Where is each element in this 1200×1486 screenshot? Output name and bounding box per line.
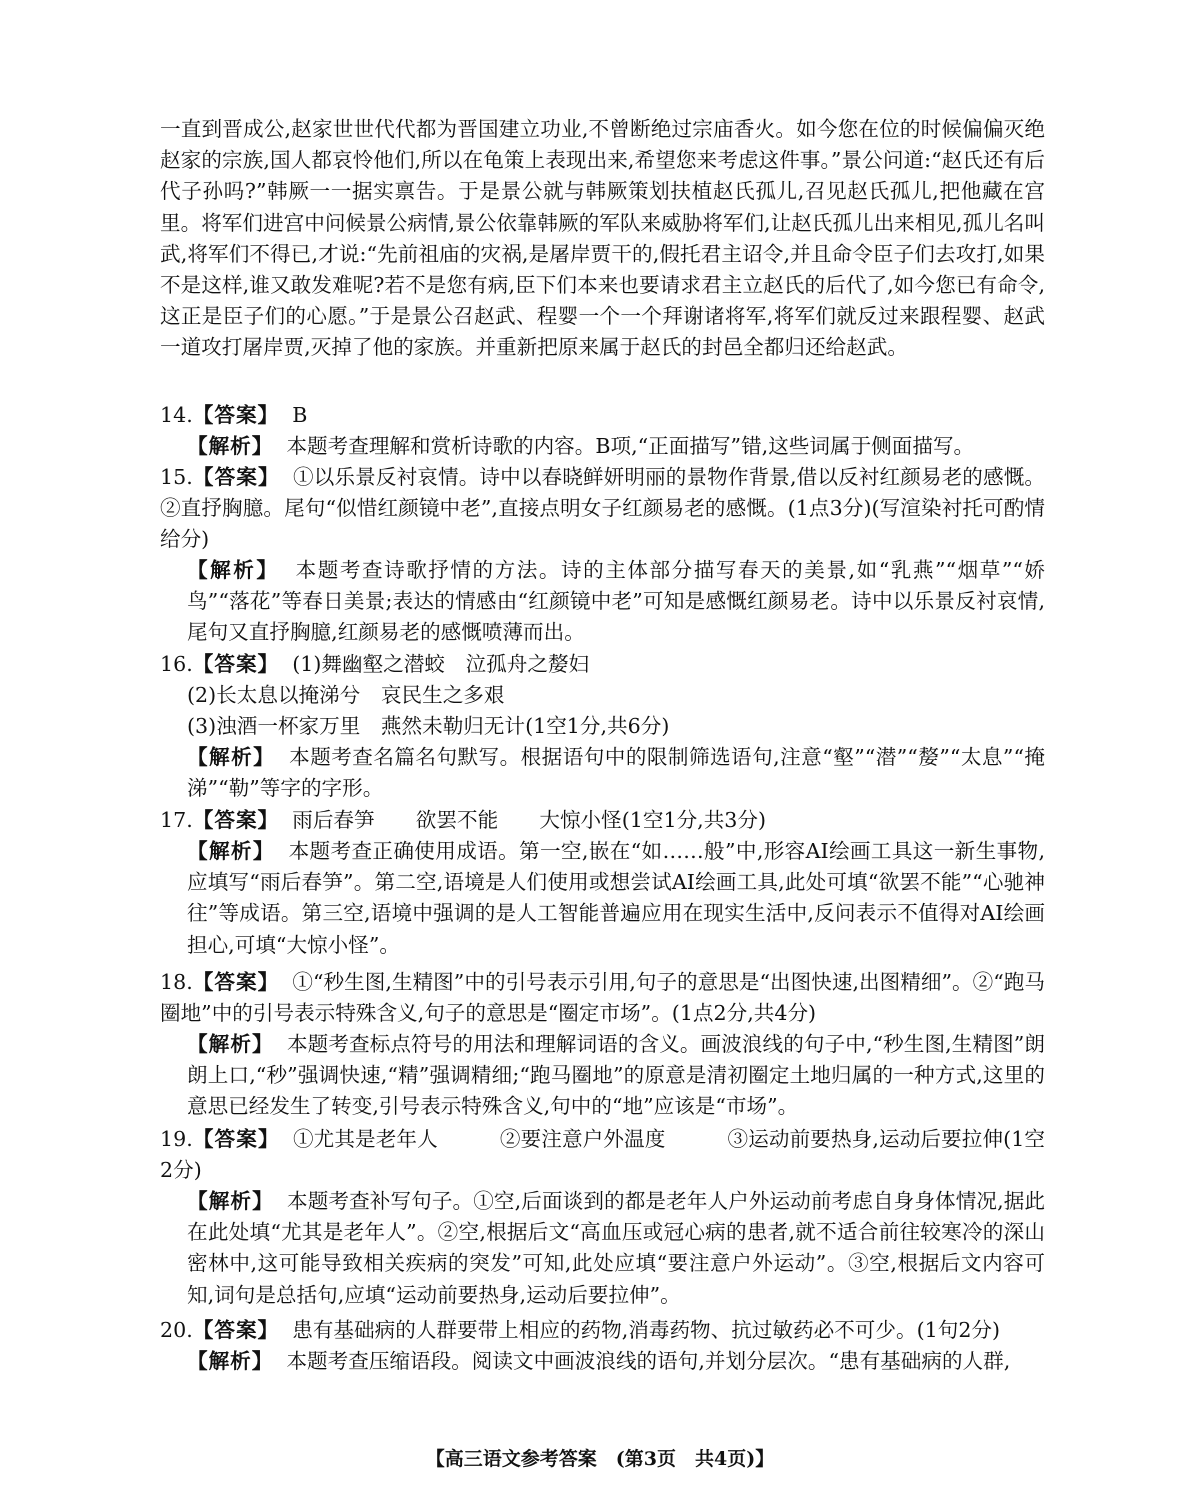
q16-answer-3: (3)浊酒一杯家万里 燕然未勒归无计(1空1分,共6分): [187, 714, 670, 738]
q16-analysis-text: 本题考查名篇名句默写。根据语句中的限制筛选语句,注意“壑”“潜”“嫠”“太息”“掩涕”“勒”等字的字形。: [187, 745, 1046, 801]
analysis-tag: 【解析】: [187, 1189, 274, 1213]
q15-answer-text: ①以乐景反衬哀情。诗中以春晓鲜妍明丽的景物作背景,借以反衬红颜易老的感慨。②直抒胸臆。尾句“似惜红颜镜中老”,直接点明女子红颜易老的感慨。(1点3分)(写渲染衬托可酌情给分): [160, 465, 1046, 552]
q16-answer-1: (1)舞幽壑之潜蛟 泣孤舟之嫠妇: [292, 652, 590, 676]
q16-answer-line: [160, 649, 589, 680]
answer-tag: 【答案】: [192, 403, 280, 427]
q14-answer: B: [292, 403, 308, 427]
q19-analysis: [187, 1186, 1045, 1311]
analysis-tag: 【解析】: [187, 1349, 274, 1373]
q18-answer-text: ①“秒生图,生精图”中的引号表示引用,句子的意思是“出图快速,出图精细”。②“跑马圈地”中的引号表示特殊含义,句子的意思是“圈定市场”。(1点2分,共4分): [160, 970, 1046, 1026]
q19-answer-text: ①尤其是老年人 ②要注意户外温度 ③运动前要热身,运动后要拉伸(1空2分): [160, 1127, 1045, 1183]
answer-tag: 【答案】: [192, 465, 280, 489]
q16-answer-2: (2)长太息以掩涕兮 哀民生之多艰: [187, 683, 505, 707]
q20-number: 20.: [160, 1318, 193, 1342]
q16-analysis: [187, 742, 1045, 804]
analysis-tag: 【解析】: [187, 434, 274, 458]
q14-analysis-text: 本题考查理解和赏析诗歌的内容。B项,“正面描写”错,这些词属于侧面描写。: [286, 434, 975, 458]
q20-answer-line: [160, 1315, 1000, 1346]
q19-analysis-text: 本题考查补写句子。①空,后面谈到的都是老年人户外运动前考虑自身身体情况,据此在此处填“尤其是老年人”。②空,根据后文“高血压或冠心病的患者,就不适合前往较寒冷的深山密林中,这可能导致相关疾病的突发”可知,此处应填“要注意户外运动”。③空,根据后文内容可知,词句是总括句,应填“运动前要热身,运动后要拉伸”。: [187, 1189, 1046, 1307]
q17-answer-line: [160, 805, 766, 836]
q17-analysis-text: 本题考查正确使用成语。第一空,嵌在“如……般”中,形容AI绘画工具这一新生事物,应填写“雨后春笋”。第二空,语境是人们使用或想尝试AI绘画工具,此处可填“欲罢不能”“心驰神往”等成语。第三空,语境中强调的是人工智能普遍应用在现实生活中,反问表示不值得对AI绘画担心,可填“大惊小怪”。: [187, 839, 1046, 957]
answer-tag: 【答案】: [192, 970, 280, 994]
q18-analysis: [187, 1029, 1045, 1123]
q20-answer: 患有基础病的人群要带上相应的药物,消毒药物、抗过敏药必不可少。(1句2分): [292, 1318, 1001, 1342]
answer-tag: 【答案】: [192, 808, 280, 832]
q17-number: 17.: [160, 808, 193, 832]
q14-answer-line: [160, 400, 307, 431]
q15-analysis: [187, 555, 1045, 649]
q14-analysis: [187, 431, 1045, 462]
q14-number: 14.: [160, 403, 193, 427]
analysis-tag: 【解析】: [187, 745, 276, 769]
answer-tag: 【答案】: [192, 1127, 280, 1151]
page-footer: 【高三语文参考答案 (第3页 共4页)】: [425, 1448, 775, 1470]
q15-answer: [160, 462, 1045, 556]
analysis-tag: 【解析】: [187, 1032, 274, 1056]
analysis-tag: 【解析】: [187, 558, 280, 582]
q16-number: 16.: [160, 652, 193, 676]
q18-analysis-text: 本题考查标点符号的用法和理解词语的含义。画波浪线的句子中,“秒生图,生精图”朗朗上口,“秒”强调快速,“精”强调精细;“跑马圈地”的原意是清初圈定土地归属的一种方式,这里的意思已经发生了转变,引号表示特殊含义,句中的“地”应该是“市场”。: [187, 1032, 1046, 1119]
q18-number: 18.: [160, 970, 193, 994]
intro-paragraph: 一直到晋成公,赵家世世代代都为晋国建立功业,不曾断绝过宗庙香火。如今您在位的时候偏偏灭绝赵家的宗族,国人都哀怜他们,所以在龟策上表现出来,希望您来考虑这件事。”景公问道:“赵氏还有后代子孙吗?”韩厥一一据实禀告。于是景公就与韩厥策划扶植赵氏孤儿,召见赵氏孤儿,把他藏在宫里。将军们进宫中问候景公病情,景公依靠韩厥的军队来威胁将军们,让赵氏孤儿出来相见,孤儿名叫武,将军们不得已,才说:“先前祖庙的灾祸,是屠岸贾干的,假托君主诏令,并且命令臣子们去攻打,如果不是这样,谁又敢发难呢?若不是您有病,臣下们本来也要请求君主立赵氏的后代了,如今您已有命令,这正是臣子们的心愿。”于是景公召赵武、程婴一个一个拜谢诸将军,将军们就反过来跟程婴、赵武一道攻打屠岸贾,灭掉了他的家族。并重新把原来属于赵氏的封邑全都归还给赵武。: [160, 117, 1045, 360]
q15-number: 15.: [160, 465, 193, 489]
q17-answer: 雨后春笋 欲罢不能 大惊小怪(1空1分,共3分): [292, 808, 767, 832]
q20-analysis: [187, 1346, 1010, 1377]
q18-answer: [160, 967, 1045, 1029]
q15-analysis-text: 本题考查诗歌抒情的方法。诗的主体部分描写春天的美景,如“乳燕”“烟草”“娇鸟”“落花”等春日美景;表达的情感由“红颜镜中老”可知是感慨红颜易老。诗中以乐景反衬哀情,尾句又直抒胸臆,红颜易老的感慨喷薄而出。: [187, 558, 1045, 645]
analysis-tag: 【解析】: [187, 839, 275, 863]
answer-tag: 【答案】: [192, 652, 280, 676]
q17-analysis: [187, 836, 1045, 961]
q19-answer: [160, 1124, 1045, 1186]
q19-number: 19.: [160, 1127, 193, 1151]
q20-analysis-text: 本题考查压缩语段。阅读文中画波浪线的语句,并划分层次。“患有基础病的人群,: [286, 1349, 1011, 1373]
answer-tag: 【答案】: [192, 1318, 280, 1342]
